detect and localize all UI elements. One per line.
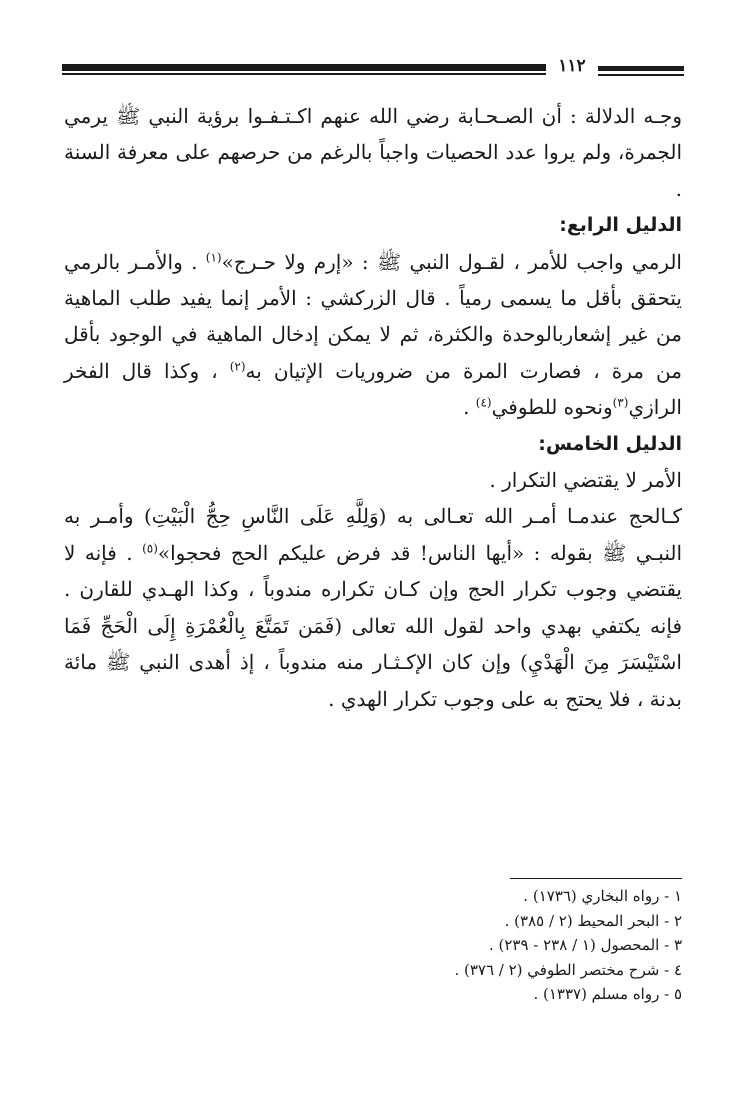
section-fourth-paragraph	[64, 244, 682, 426]
intro-paragraph: وجـه الدلالة : أن الصـحـابة رضي الله عنهم اكـتـفـوا برؤية النبي ﷺ يرمي الجمرة، ولم يروا عدد الحصيات واجباً بالرغم من حرصهم على معرفة السنة .	[64, 104, 682, 201]
footnote-ref-3[interactable]: (٣)	[612, 395, 629, 410]
footnote-ref-2[interactable]: (٢)	[229, 359, 246, 374]
footnotes	[64, 884, 682, 1007]
footnote-1: ١ - رواه البخاري (١٧٣٦) .	[523, 887, 682, 905]
text-segment: ونحوه للطوفي	[491, 395, 613, 420]
footnote-3: ٣ - المحصول (١ / ٢٣٨ - ٢٣٩) .	[488, 936, 682, 954]
footnote-ref-4[interactable]: (٤)	[475, 395, 492, 410]
header-rule-right	[598, 66, 684, 71]
section-heading-fourth: الدليل الرابع:	[559, 214, 682, 237]
footnote-ref-1[interactable]: (١)	[205, 249, 222, 264]
section-heading-fifth: الدليل الخامس:	[538, 432, 682, 455]
footnote-2: ٢ - البحر المحيط (٢ / ٣٨٥) .	[504, 911, 682, 930]
footnote-5: ٥ - رواه مسلم (١٣٣٧) .	[533, 985, 682, 1003]
text-segment: . فإنه لا يقتضي وجوب تكرار الحج وإن كـان تكراره مندوباً ، وكذا الهـدي للقارن . فإنه يكتفي بهدي واحد لقول الله تعالى (فَمَن تَمَتَّعَ بِالْعُمْرَةِ إِلَى الْحَجِّ فَمَا اسْتَيْسَرَ مِنَ الْهَدْيِ) وإن كان الإكـثـار منه مندوباً ، إذ أهدى النبي ﷺ مائة بدنة ، فلا يحتج به على وجوب تكرار الهدي .	[64, 540, 682, 711]
main-text	[64, 98, 682, 717]
section-fifth-line: الأمر لا يقتضي التكرار .	[489, 468, 682, 493]
text-segment: كـالحج عندمـا أمـر الله تعـالى به (وَلِلَّهِ عَلَى النَّاسِ حِجُّ الْبَيْتِ) وأمـر به النبـي ﷺ بقوله : «أيها الناس! قد فرض عليكم الحج فحجوا»	[64, 504, 683, 565]
page-number: ١١٢	[558, 56, 586, 76]
footnote-ref-5[interactable]: (٥)	[142, 541, 158, 556]
text-segment: . والأمـر بالرمي يتحقق بأقل ما يسمى رمياً . قال الزركشي : الأمر إنما يفيد طلب الماهية من غير إشعاربالوحدة والكثرة، ثم لا يمكن إدخال الماهية في الوجود بأقل من مرة ، فصارت المرة من ضروريات الإتيان به	[64, 249, 682, 383]
header-rule-left	[62, 64, 546, 71]
text-segment: الرمي واجب للأمر ، لقـول النبي ﷺ : «إرم ولا حـرج»	[221, 249, 682, 274]
footnote-separator	[510, 878, 682, 879]
page-header	[62, 58, 684, 78]
section-fifth-paragraph	[64, 498, 682, 716]
text-segment: .	[463, 395, 476, 420]
footnote-4: ٤ - شرح مختصر الطوفي (٢ / ٣٧٦) .	[454, 960, 682, 979]
text-segment: ، وكذا قال الفخر الرازي	[64, 358, 682, 420]
